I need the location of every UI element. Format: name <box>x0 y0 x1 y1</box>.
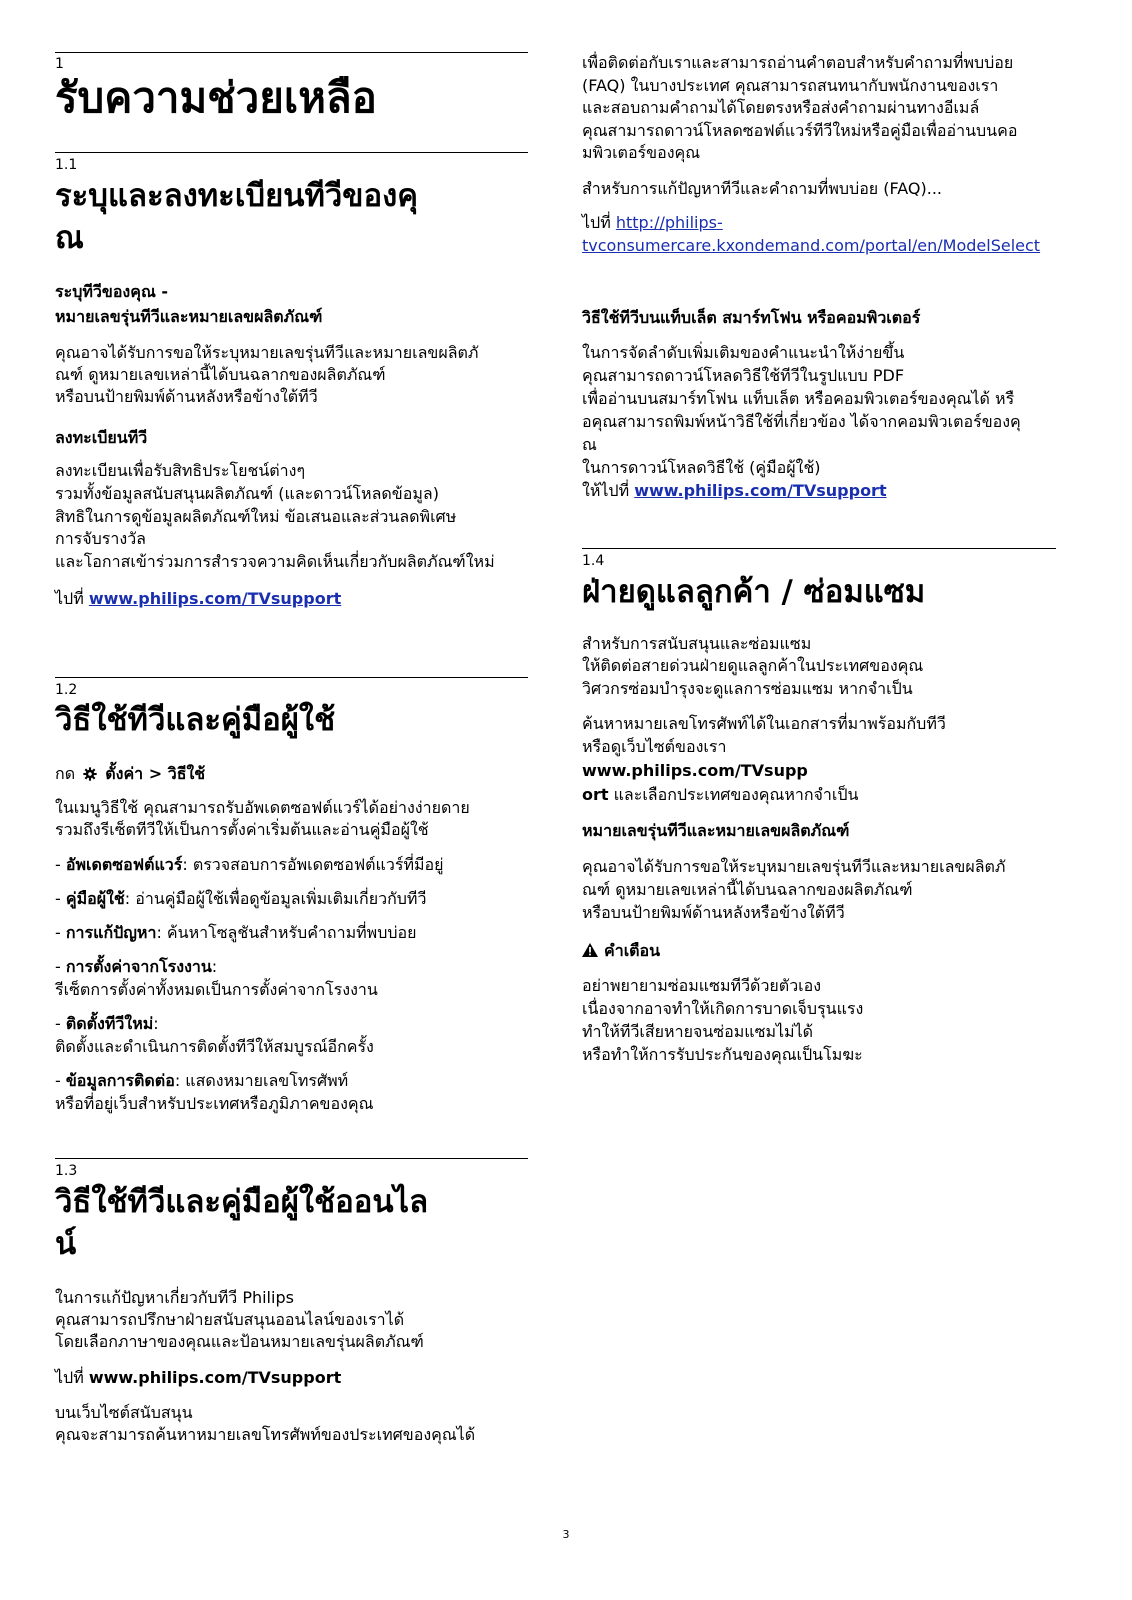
section-number: 1 <box>55 56 64 72</box>
item-dash: - <box>55 855 66 874</box>
help-menu-item <box>55 956 528 978</box>
menu-path: ตั้งค่า > วิธีใช้ <box>105 764 206 783</box>
faq-link[interactable]: http://philips- <box>615 213 723 232</box>
help-menu-item <box>55 888 528 910</box>
support-link[interactable]: www.philips.com/TVsupport <box>634 481 887 500</box>
paragraph-line: ในการจัดลำดับเพิ่มเติมของคำแนะนำให้ง่ายขึ้น <box>582 343 905 362</box>
paragraph-line: อคุณสามารถพิมพ์หน้าวิธีใช้ที่เกี่ยวข้อง ได้จากคอมพิวเตอร์ของคุ <box>582 412 1021 431</box>
support-url-part1: www.philips.com/TVsupp <box>582 761 808 780</box>
paragraph-line: รวมทั้งข้อมูลสนับสนุนผลิตภัณฑ์ (และดาวน์โหลดข้อมูล) <box>55 484 439 503</box>
item-dash: - <box>55 923 66 942</box>
warning-title: คำเตือน <box>604 941 661 960</box>
paragraph-line: สิทธิในการดูข้อมูลผลิตภัณฑ์ใหม่ ข้อเสนอและส่วนลดพิเศษ <box>55 507 457 526</box>
support-url: www.philips.com/TVsupport <box>88 1368 342 1387</box>
item-line2: รีเซ็ตการตั้งค่าทั้งหมดเป็นการตั้งค่าจากโรงงาน <box>55 980 378 999</box>
faq-link[interactable]: tvconsumercare.kxondemand.com/portal/en/ModelSelect <box>582 236 1041 255</box>
goto-prefix: ไปที่ <box>55 589 89 608</box>
item-dash: - <box>55 1071 66 1090</box>
help-menu-item <box>55 1013 528 1035</box>
item-line2: หรือที่อยู่เว็บสำหรับประเทศหรือภูมิภาคของคุณ <box>55 1094 374 1113</box>
subheading: ลงทะเบียนทีวี <box>55 428 148 447</box>
paragraph-line: หรือบนป้ายพิมพ์ด้านหลังหรือข้างใต้ทีวี <box>55 387 318 406</box>
section-title-line: วิธีใช้ทีวีและคู่มือผู้ใช้ออนไล <box>55 1184 429 1220</box>
subheading: หมายเลขรุ่นทีวีและหมายเลขผลิตภัณฑ์ <box>582 821 850 840</box>
support-link[interactable]: www.philips.com/TVsupport <box>88 589 342 608</box>
item-desc: : แสดงหมายเลขโทรศัพท์ <box>174 1071 349 1090</box>
help-menu-item <box>55 922 528 944</box>
warning-line: หรือทำให้การรับประกันของคุณเป็นโมฆะ <box>582 1045 863 1064</box>
paragraph-line: คุณอาจได้รับการขอให้ระบุหมายเลขรุ่นทีวีและหมายเลขผลิตภั <box>55 343 479 362</box>
item-desc: : อ่านคู่มือผู้ใช้เพื่อดูข้อมูลเพิ่มเติมเกี่ยวกับทีวี <box>124 889 427 908</box>
item-dash: - <box>55 889 66 908</box>
gear-icon <box>83 767 97 781</box>
item-term: การตั้งค่าจากโรงงาน <box>65 957 212 976</box>
goto-line <box>55 588 528 610</box>
section-title: วิธีใช้ทีวีและคู่มือผู้ใช้ <box>55 702 336 738</box>
goto-prefix: ให้ไปที่ <box>582 481 635 500</box>
paragraph-line: (FAQ) ในบางประเทศ คุณสามารถสนทนากับพนักงานของเรา <box>582 76 999 95</box>
warning-line: ทำให้ทีวีเสียหายจนซ่อมแซมไม่ได้ <box>582 1022 814 1041</box>
item-desc: : <box>153 1014 159 1033</box>
paragraph-line: หรือบนป้ายพิมพ์ด้านหลังหรือข้างใต้ทีวี <box>582 903 845 922</box>
page-title: รับความช่วยเหลือ <box>55 73 377 122</box>
section-title-line: ณ <box>55 220 84 256</box>
item-term: การแก้ปัญหา <box>65 923 157 942</box>
item-dash: - <box>55 957 66 976</box>
paragraph-line: และโอกาสเข้าร่วมการสำรวจความคิดเห็นเกี่ยวกับผลิตภัณฑ์ใหม่ <box>55 552 495 571</box>
paragraph-line: ค้นหาหมายเลขโทรศัพท์ได้ในเอกสารที่มาพร้อมกับทีวี <box>582 714 946 733</box>
paragraph-line: และสอบถามคำถามได้โดยตรงหรือส่งคำถามผ่านทางอีเมล์ <box>582 98 980 117</box>
paragraph-line: เพื่อติดต่อกับเราและสามารถอ่านคำตอบสำหรับคำถามที่พบบ่อย <box>582 53 1014 72</box>
help-menu-item <box>55 854 528 876</box>
paragraph-line: สำหรับการแก้ปัญหาทีวีและคำถามที่พบบ่อย (FAQ)... <box>582 179 942 198</box>
item-desc: : <box>211 957 218 976</box>
item-desc: : ค้นหาโซลูชันสำหรับคำถามที่พบบ่อย <box>156 923 417 942</box>
goto-prefix: ไปที่ <box>55 1368 89 1387</box>
support-url-part2: ort <box>582 785 609 804</box>
help-menu-item <box>55 1070 528 1092</box>
paragraph-line: เพื่ออ่านบนสมาร์ทโฟน แท็บเล็ต หรือคอมพิวเตอร์ของคุณได้ หรื <box>582 389 1015 408</box>
paragraph-line: บนเว็บไซต์สนับสนุน <box>55 1403 193 1422</box>
goto-line <box>55 1367 528 1389</box>
goto-prefix: ไปที่ <box>582 213 616 232</box>
item-term: ข้อมูลการติดต่อ <box>65 1071 175 1090</box>
item-desc: : ตรวจสอบการอัพเดตซอฟต์แวร์ที่มีอยู่ <box>182 855 444 874</box>
paragraph-line: มพิวเตอร์ของคุณ <box>582 143 701 162</box>
item-line2: ติดตั้งและดำเนินการติดตั้งทีวีให้สมบูรณ์อีกครั้ง <box>55 1037 374 1056</box>
section-title-line: ระบุและลงทะเบียนทีวีของคุ <box>55 178 418 214</box>
item-term: อัพเดตซอฟต์แวร์ <box>65 855 183 874</box>
paragraph-line: การจับรางวัล <box>55 529 146 548</box>
subheading: หมายเลขรุ่นทีวีและหมายเลขผลิตภัณฑ์ <box>55 307 323 326</box>
section-number: 1.4 <box>582 553 605 569</box>
support-url-line <box>582 784 1056 806</box>
section-number: 1.1 <box>55 157 78 173</box>
section-rule <box>55 1158 528 1159</box>
paragraph-line: วิศวกรซ่อมบำรุงจะดูแลการซ่อมแซม หากจำเป็น <box>582 679 913 698</box>
paragraph-line: ในการดาวน์โหลดวิธีใช้ (คู่มือผู้ใช้) <box>582 458 821 477</box>
paragraph-line: ในเมนูวิธีใช้ คุณสามารถรับอัพเดตซอฟต์แวร์ได้อย่างง่ายดาย <box>55 798 470 817</box>
paragraph-line: ณฑ์ ดูหมายเลขเหล่านี้ได้บนฉลากของผลิตภัณฑ์ <box>55 365 386 384</box>
press-instruction <box>55 763 528 785</box>
faq-link-continued <box>582 235 1056 257</box>
section-number: 1.3 <box>55 1163 78 1179</box>
paragraph-line: ให้ติดต่อสายด่วนฝ่ายดูแลลูกค้าในประเทศของคุณ <box>582 656 924 675</box>
paragraph-line: คุณจะสามารถค้นหาหมายเลขโทรศัพท์ของประเทศของคุณได้ <box>55 1425 476 1444</box>
goto-line <box>582 480 1056 502</box>
item-dash: - <box>55 1014 66 1033</box>
paragraph-line: รวมถึงรีเซ็ตทีวีให้เป็นการตั้งค่าเริ่มต้นและอ่านคู่มือผู้ใช้ <box>55 820 429 839</box>
section-number: 1.2 <box>55 682 78 698</box>
paragraph-line: คุณสามารถปรึกษาฝ่ายสนับสนุนออนไลน์ของเราได้ <box>55 1310 405 1329</box>
paragraph-line: คุณสามารถดาวน์โหลดซอฟต์แวร์ทีวีใหม่หรือคู่มือเพื่ออ่านบนคอ <box>582 121 1018 140</box>
warning-icon <box>582 943 598 957</box>
item-term: ติดตั้งทีวีใหม่ <box>65 1014 154 1033</box>
paragraph-line: ณ <box>582 435 597 454</box>
paragraph-line: สำหรับการสนับสนุนและซ่อมแซม <box>582 634 812 653</box>
paragraph-line: คุณสามารถดาวน์โหลดวิธีใช้ทีวีในรูปแบบ PDF <box>582 366 905 385</box>
faq-goto-line <box>582 212 1056 234</box>
paragraph-line: ในการแก้ปัญหาเกี่ยวกับทีวี Philips <box>55 1288 294 1307</box>
subheading: ระบุทีวีของคุณ - <box>55 282 168 301</box>
press-prefix: กด <box>55 764 76 783</box>
paragraph-line: หรือดูเว็บไซต์ของเรา <box>582 737 727 756</box>
page-number: 3 <box>562 1528 570 1541</box>
paragraph-line: ลงทะเบียนเพื่อรับสิทธิประโยชน์ต่างๆ <box>55 461 306 480</box>
paragraph-tail: และเลือกประเทศของคุณหากจำเป็น <box>608 785 859 804</box>
section-title: ฝ่ายดูแลลูกค้า / ซ่อมแซม <box>582 574 926 610</box>
warning-heading <box>582 939 1056 963</box>
paragraph-line: ณฑ์ ดูหมายเลขเหล่านี้ได้บนฉลากของผลิตภัณฑ์ <box>582 880 913 899</box>
section-rule <box>55 152 528 153</box>
section-rule <box>582 548 1056 549</box>
subheading: วิธีใช้ทีวีบนแท็บเล็ต สมาร์ทโฟน หรือคอมพิวเตอร์ <box>582 308 921 327</box>
paragraph-line: คุณอาจได้รับการขอให้ระบุหมายเลขรุ่นทีวีและหมายเลขผลิตภั <box>582 857 1006 876</box>
section-title-line: น์ <box>55 1226 77 1262</box>
section-rule <box>55 677 528 678</box>
section-rule <box>55 52 528 53</box>
warning-line: อย่าพยายามซ่อมแซมทีวีด้วยตัวเอง <box>582 976 822 995</box>
paragraph-line: โดยเลือกภาษาของคุณและป้อนหมายเลขรุ่นผลิตภัณฑ์ <box>55 1332 424 1351</box>
warning-line: เนื่องจากอาจทำให้เกิดการบาดเจ็บรุนแรง <box>582 999 864 1018</box>
item-term: คู่มือผู้ใช้ <box>65 889 125 908</box>
